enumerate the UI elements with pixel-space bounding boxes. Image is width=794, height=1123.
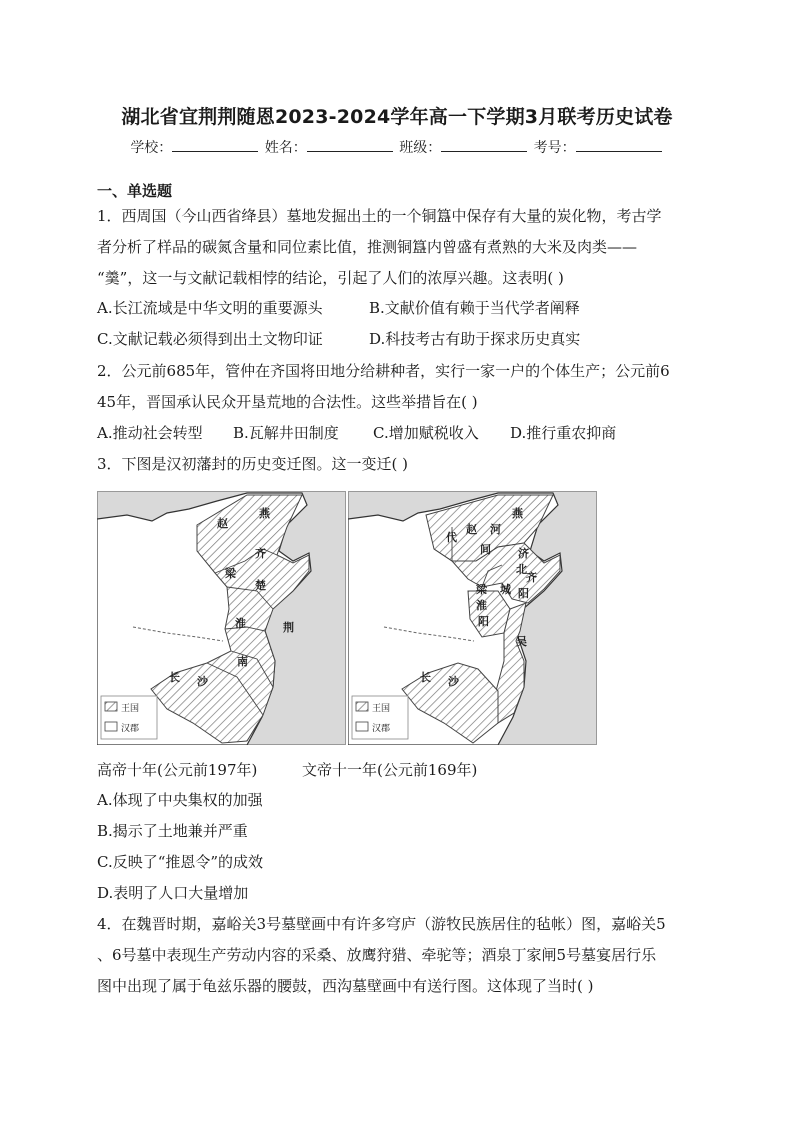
map2-legend-kingdom: 王国 [372,704,391,714]
q1-option-d[interactable]: D.科技考古有助于探求历史真实 [369,330,581,348]
map2-region-label: 济 [518,547,529,560]
map-gaodi-10 [97,491,346,745]
map1-region-label: 楚 [255,579,266,592]
map1-region-label: 淮 [235,617,246,630]
map2-region-label: 长 [420,671,431,684]
class-blank[interactable] [441,138,527,152]
q3-stem: 3．下图是汉初藩封的历史变迁图。这一变迁( ) [97,455,409,473]
q1-option-a[interactable]: A.长江流域是中华文明的重要源头 [97,299,323,317]
map2-region-label: 赵 [466,523,477,536]
q3-option-b[interactable]: B.揭示了土地兼并严重 [97,822,248,840]
map2-region-label: 齐 [526,571,537,584]
map1-caption: 高帝十年(公元前197年) [97,761,258,779]
map1-region-label: 赵 [217,517,228,530]
q4-stem-line-1: 4．在魏晋时期，嘉峪关3号墓壁画中有许多穹庐（游牧民族居住的毡帐）图，嘉峪关5 [97,915,666,933]
map2-region-label: 淮 [476,599,487,612]
q1-options-row-2 [97,329,580,349]
q1-stem-line-2: 者分析了样品的碳氮含量和同位素比值，推测铜簋内曾盛有煮熟的大米及肉类—— [97,238,638,256]
map2-region-label: 间 [480,543,491,556]
map2-region-label: 阳 [518,587,529,600]
map2-region-label: 城 [500,583,511,596]
number-blank[interactable] [576,138,662,152]
map2-caption: 文帝十一年(公元前169年) [302,761,478,779]
q1-options-row-1 [97,298,580,318]
map-wendi-11 [348,491,597,745]
q4-stem-line-2: 、6号墓中表现生产劳动内容的采桑、放鹰狩猎、牵驼等；酒泉丁家闸5号墓宴居行乐 [97,946,657,964]
map1-region-label: 燕 [259,507,270,520]
map2-region-label: 阳 [478,615,489,628]
number-label: 考号： [533,140,576,156]
section-heading: 一、单选题 [97,182,173,200]
q3-option-d[interactable]: D.表明了人口大量增加 [97,884,249,902]
map1-legend-kingdom: 王国 [121,704,140,714]
map2-region-label: 河 [490,523,501,536]
map1-region-label: 沙 [197,675,208,688]
q1-stem-line-3: “羹”，这一与文献记载相悖的结论，引起了人们的浓厚兴趣。这表明( ) [97,269,564,287]
q3-option-a[interactable]: A.体现了中央集权的加强 [97,791,263,809]
map2-region-label: 吴 [516,635,527,648]
map1-legend-commandery: 汉郡 [121,724,140,734]
q2-option-d[interactable]: D.推行重农抑商 [510,424,617,442]
q2-stem-line-2: 45年，晋国承认民众开垦荒地的合法性。这些举措旨在( ) [97,393,478,411]
map2-region-label: 北 [516,563,527,576]
q3-option-c[interactable]: C.反映了“推恩令”的成效 [97,853,264,871]
name-blank[interactable] [307,138,393,152]
student-info-line [0,137,794,157]
map1-region-label: 齐 [255,547,266,560]
q2-stem-line-1: 2．公元前685年，管仲在齐国将田地分给耕种者，实行一家一户的个体生产；公元前6 [97,362,670,380]
q1-option-c[interactable]: C.文献记载必须得到出土文物印证 [97,330,323,348]
map2-region-label: 燕 [512,507,523,520]
name-label: 姓名： [264,140,307,156]
q1-option-b[interactable]: B.文献价值有赖于当代学者阐释 [369,299,580,317]
map2-region-label: 沙 [448,675,459,688]
map1-region-label: 梁 [225,567,236,580]
q2-option-c[interactable]: C.增加赋税收入 [373,424,479,442]
map1-region-label: 荆 [283,621,294,634]
q4-stem-line-3: 图中出现了属于龟兹乐器的腰鼓，西沟墓壁画中有送行图。这体现了当时( ) [97,977,594,995]
map2-region-label: 代 [446,531,457,544]
map2-legend-commandery: 汉郡 [372,724,391,734]
q2-option-b[interactable]: B.瓦解井田制度 [233,424,339,442]
q2-options-row [97,423,616,443]
q2-option-a[interactable]: A.推动社会转型 [97,424,203,442]
q1-stem-line-1: 1．西周国（今山西省绛县）墓地发掘出土的一个铜簋中保存有大量的炭化物，考古学 [97,207,662,225]
map2-region-label: 梁 [476,583,487,596]
map1-region-label: 长 [169,671,180,684]
school-label: 学校： [130,140,173,156]
class-label: 班级： [399,140,442,156]
exam-title: 湖北省宜荆荆随恩2023-2024学年高一下学期3月联考历史试卷 [121,106,673,128]
map1-region-label: 南 [237,655,248,668]
school-blank[interactable] [172,138,258,152]
